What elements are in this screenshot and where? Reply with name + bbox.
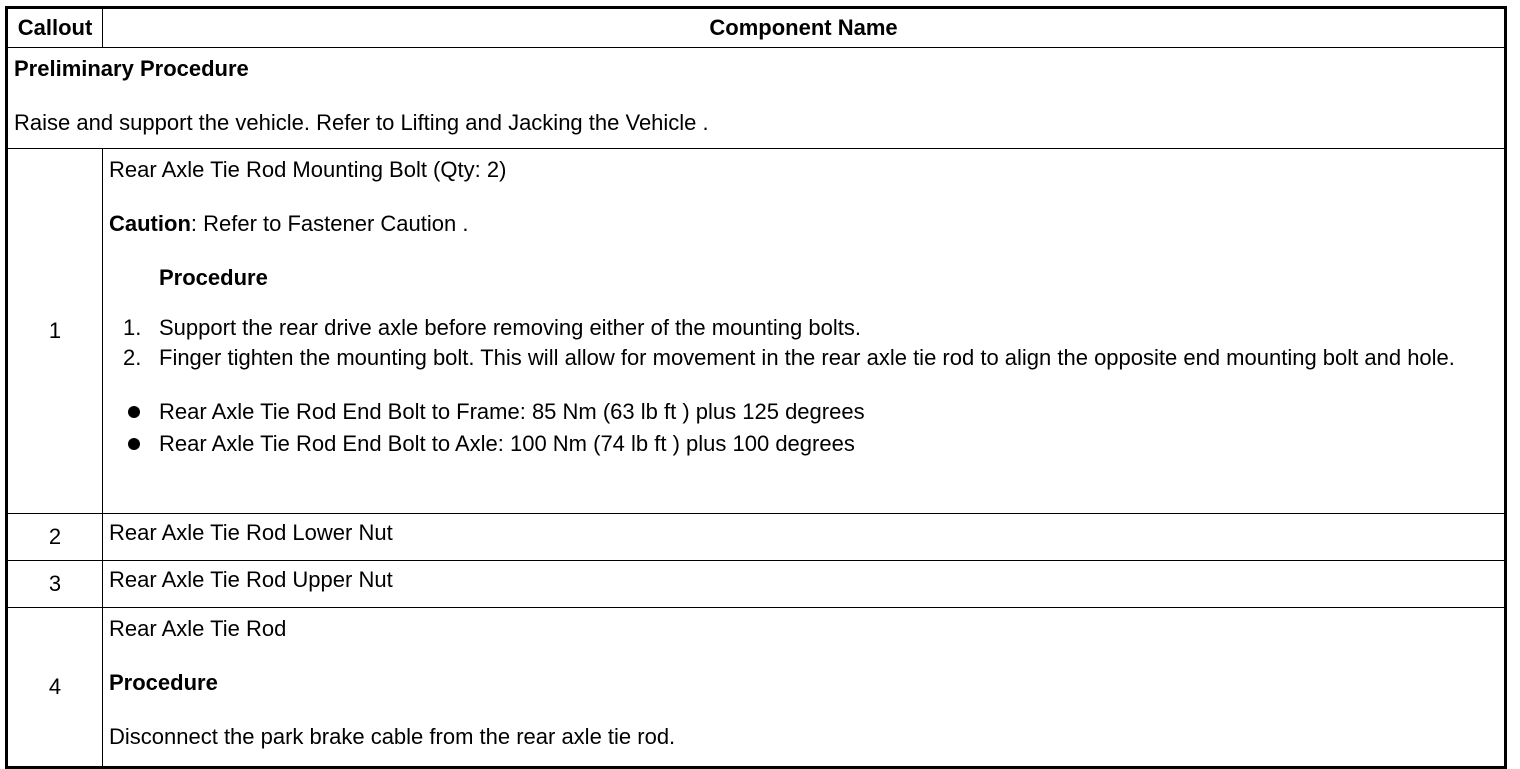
table-row xyxy=(7,561,1506,608)
preliminary-title: Preliminary Procedure xyxy=(14,56,249,81)
table-row xyxy=(7,149,1506,514)
caution-text: : Refer to Fastener Caution . xyxy=(190,211,469,236)
spec-text: Rear Axle Tie Rod End Bolt to Frame: 85 Nm (63 lb ft ) plus 125 degrees xyxy=(159,399,865,424)
step-text: Support the rear drive axle before removing either of the mounting bolts. xyxy=(159,315,861,340)
table-row xyxy=(7,608,1506,768)
table-row xyxy=(7,514,1506,561)
component-name: Rear Axle Tie Rod Upper Nut xyxy=(103,561,1506,608)
step-text: Finger tighten the mounting bolt. This will allow for movement in the rear axle tie rod to align the opposite end mounting bolt and hole. xyxy=(159,345,1455,370)
component-cell xyxy=(103,149,1506,514)
torque-spec xyxy=(109,397,1498,427)
bullet-icon xyxy=(128,406,140,418)
callout-number: 2 xyxy=(7,514,103,561)
component-table xyxy=(5,6,1507,769)
torque-specs xyxy=(109,397,1498,459)
procedure-step xyxy=(109,313,1498,343)
preliminary-cell xyxy=(7,48,1506,149)
procedure-heading: Procedure xyxy=(109,670,218,695)
callout-number: 3 xyxy=(7,561,103,608)
component-name-header: Component Name xyxy=(103,8,1506,48)
spec-text: Rear Axle Tie Rod End Bolt to Axle: 100 Nm (74 lb ft ) plus 100 degrees xyxy=(159,431,855,456)
component-cell xyxy=(103,608,1506,768)
step-number: 1. xyxy=(123,315,142,340)
torque-spec xyxy=(109,429,1498,459)
bullet-icon xyxy=(128,438,140,450)
step-number: 2. xyxy=(123,345,142,370)
callout-number: 4 xyxy=(7,608,103,768)
component-name: Rear Axle Tie Rod xyxy=(109,616,287,641)
header-row xyxy=(7,8,1506,48)
procedure-step xyxy=(109,343,1498,373)
preliminary-text: Raise and support the vehicle. Refer to Lifting and Jacking the Vehicle . xyxy=(14,110,709,135)
procedure-steps xyxy=(109,313,1498,373)
procedure-heading: Procedure xyxy=(159,265,268,290)
component-name: Rear Axle Tie Rod Mounting Bolt (Qty: 2) xyxy=(109,157,507,182)
caution-label: Caution xyxy=(109,211,191,236)
procedure-text: Disconnect the park brake cable from the rear axle tie rod. xyxy=(109,724,676,749)
component-name: Rear Axle Tie Rod Lower Nut xyxy=(103,514,1506,561)
callout-number: 1 xyxy=(7,149,103,514)
callout-header: Callout xyxy=(7,8,103,48)
preliminary-row xyxy=(7,48,1506,149)
